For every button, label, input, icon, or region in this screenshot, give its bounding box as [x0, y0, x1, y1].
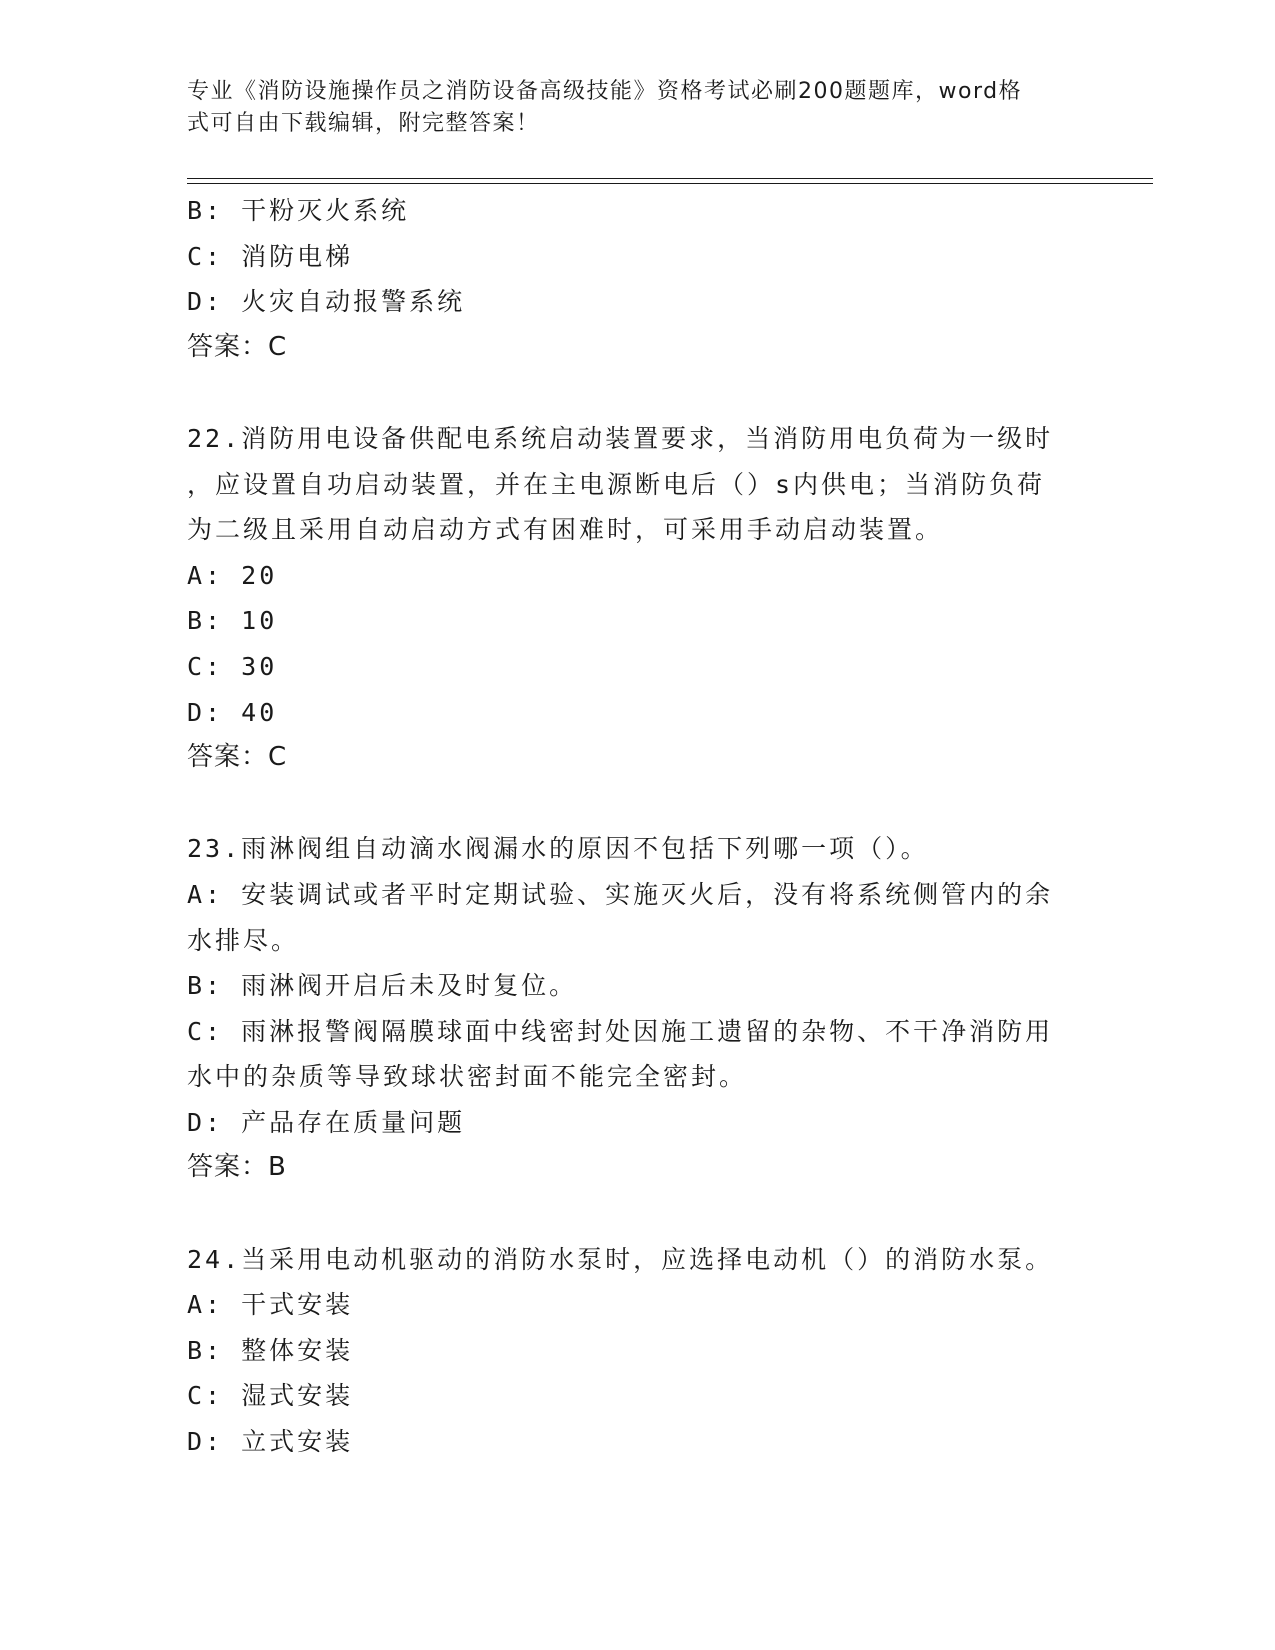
option-d: D: 产品存在质量问题 — [187, 1107, 466, 1137]
question-stem: 22.消防用电设备供配电系统启动装置要求，当消防用电负荷为一级时 — [187, 423, 1054, 453]
question-23 — [187, 826, 1087, 1191]
option-a: A: 干式安装 — [187, 1290, 354, 1320]
page-header — [187, 76, 1067, 140]
question-22 — [187, 416, 1087, 781]
header-rule-bottom — [187, 183, 1153, 184]
option-b: B: 干粉灭火系统 — [187, 196, 410, 225]
option-b: B: 整体安装 — [187, 1335, 354, 1365]
question-24 — [187, 1237, 1087, 1465]
option-c: C: 30 — [187, 651, 278, 681]
question-stem: 为二级且采用自动启动方式有困难时，可采用手动启动装置。 — [187, 515, 944, 545]
option-a: A: 20 — [187, 560, 278, 590]
answer: 答案：B — [187, 1152, 287, 1183]
answer: 答案：C — [187, 742, 288, 773]
document-body — [187, 188, 1087, 1465]
option-d: D: 火灾自动报警系统 — [187, 287, 466, 317]
option-b: B: 雨淋阀开启后未及时复位。 — [187, 971, 578, 1001]
question-stem: 23.雨淋阀组自动滴水阀漏水的原因不包括下列哪一项（）。 — [187, 834, 929, 864]
question-stem: ，应设置自功启动装置，并在主电源断电后（）s内供电；当消防负荷 — [187, 469, 1046, 499]
option-a: A: 安装调试或者平时定期试验、实施灭火后，没有将系统侧管内的余 — [187, 879, 1054, 909]
option-c-continued: 水中的杂质等导致球状密封面不能完全密封。 — [187, 1062, 748, 1092]
header-line-2: 式可自由下载编辑，附完整答案！ — [187, 111, 540, 136]
header-line-1: 专业《消防设施操作员之消防设备高级技能》资格考试必刷200题题库，word格 — [187, 79, 1023, 104]
option-c: C: 消防电梯 — [187, 241, 354, 271]
option-a-continued: 水排尽。 — [187, 925, 300, 955]
option-d: D: 立式安装 — [187, 1427, 354, 1457]
option-c: C: 湿式安装 — [187, 1381, 354, 1411]
option-c: C: 雨淋报警阀隔膜球面中线密封处因施工遗留的杂物、不干净消防用 — [187, 1016, 1054, 1046]
question-21-continued — [187, 188, 1087, 370]
header-rule-top — [187, 178, 1153, 179]
question-stem: 24.当采用电动机驱动的消防水泵时，应选择电动机（）的消防水泵。 — [187, 1244, 1054, 1274]
answer: 答案：C — [187, 331, 288, 362]
option-d: D: 40 — [187, 697, 278, 727]
option-b: B: 10 — [187, 606, 278, 636]
